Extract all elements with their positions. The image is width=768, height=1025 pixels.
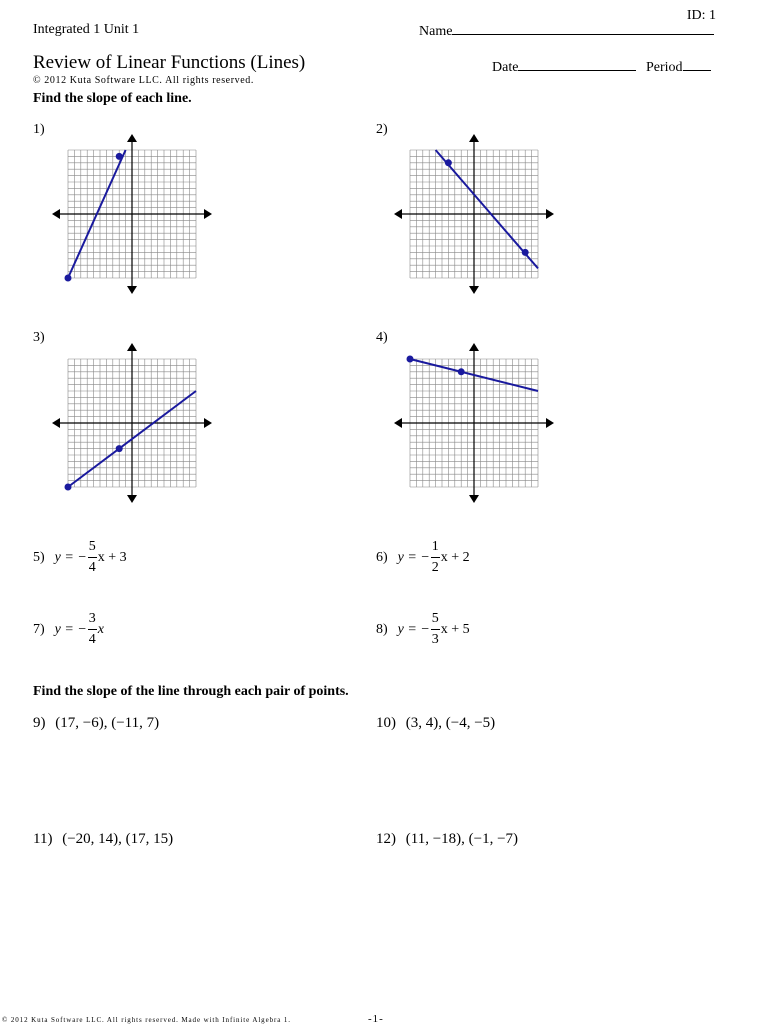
equation-fraction [88, 540, 97, 575]
axis-arrow [394, 418, 402, 428]
graph-point [407, 356, 414, 363]
course-label: Integrated 1 Unit 1 [33, 22, 140, 37]
problem-number: 2) [376, 122, 388, 137]
axis-arrow [127, 286, 137, 294]
point-pair: (3, 4), (−4, −5) [405, 715, 496, 731]
problem-number: 3) [33, 330, 45, 345]
axis-arrow [127, 495, 137, 503]
point-problem [33, 715, 159, 732]
section-heading-points: Find the slope of the line through each pair of points. [33, 684, 349, 699]
equation-lhs: y = − [54, 549, 87, 565]
point-problem [33, 831, 173, 848]
point-problem [376, 715, 495, 732]
equation-rhs: x + 2 [440, 549, 470, 565]
page-number: -1- [368, 1013, 384, 1025]
fraction-numerator: 1 [431, 539, 439, 554]
footer-copyright: © 2012 Kuta Software LLC. All rights reserved. Made with Infinite Algebra 1. [2, 1016, 291, 1024]
fraction-numerator: 5 [431, 611, 439, 626]
axis-arrow [52, 418, 60, 428]
point-problem [376, 831, 518, 848]
axis-arrow [546, 209, 554, 219]
fraction-denominator: 3 [431, 632, 439, 647]
period-label: Period [645, 60, 683, 75]
problem-number: 9) [33, 715, 46, 731]
equation-problem [33, 612, 104, 647]
axis-arrow [469, 343, 479, 351]
page-title: Review of Linear Functions (Lines) [33, 52, 306, 73]
equation-problem [33, 540, 127, 575]
point-pair: (−20, 14), (17, 15) [62, 831, 174, 847]
header-copyright: © 2012 Kuta Software LLC. All rights reserved. [33, 75, 254, 86]
graph-point [116, 445, 123, 452]
equation-fraction [431, 612, 440, 647]
worksheet-id: ID: 1 [686, 8, 716, 23]
equation-rhs: x + 3 [97, 549, 127, 565]
axis-arrow [52, 209, 60, 219]
point-pair: (11, −18), (−1, −7) [405, 831, 519, 847]
equation-fraction [88, 612, 97, 647]
axis-arrow [204, 418, 212, 428]
problem-number: 7) [33, 621, 45, 637]
axis-arrow [394, 209, 402, 219]
axis-arrow [127, 134, 137, 142]
problem-number: 4) [376, 330, 388, 345]
problem-number: 5) [33, 549, 45, 565]
axis-arrow [546, 418, 554, 428]
equation-fraction [431, 540, 440, 575]
equation-rhs: x + 5 [440, 621, 470, 637]
problem-number: 11) [33, 831, 53, 847]
name-label: Name [419, 24, 453, 39]
fraction-numerator: 3 [88, 611, 96, 626]
equation-lhs: y = − [397, 549, 430, 565]
equation-problem [376, 612, 470, 647]
graph-point [116, 153, 123, 160]
axis-arrow [469, 495, 479, 503]
fraction-denominator: 4 [88, 632, 96, 647]
graph-point [65, 275, 72, 282]
fraction-numerator: 5 [88, 539, 96, 554]
equation-problem [376, 540, 470, 575]
problem-number: 12) [376, 831, 396, 847]
problem-number: 10) [376, 715, 396, 731]
axis-arrow [127, 343, 137, 351]
fraction-denominator: 2 [431, 560, 439, 575]
equation-lhs: y = − [54, 621, 87, 637]
problem-number: 8) [376, 621, 388, 637]
axis-arrow [469, 286, 479, 294]
equation-lhs: y = − [397, 621, 430, 637]
fraction-denominator: 4 [88, 560, 96, 575]
date-label: Date [492, 60, 519, 75]
problem-number: 6) [376, 549, 388, 565]
problem-number: 1) [33, 122, 45, 137]
graph-point [65, 484, 72, 491]
equation-rhs: x [97, 621, 104, 637]
point-pair: (17, −6), (−11, 7) [55, 715, 160, 731]
axis-arrow [204, 209, 212, 219]
graph-point [458, 368, 465, 375]
graph-point [445, 159, 452, 166]
graph-point [522, 249, 529, 256]
section-heading-graphs: Find the slope of each line. [33, 91, 192, 106]
axis-arrow [469, 134, 479, 142]
